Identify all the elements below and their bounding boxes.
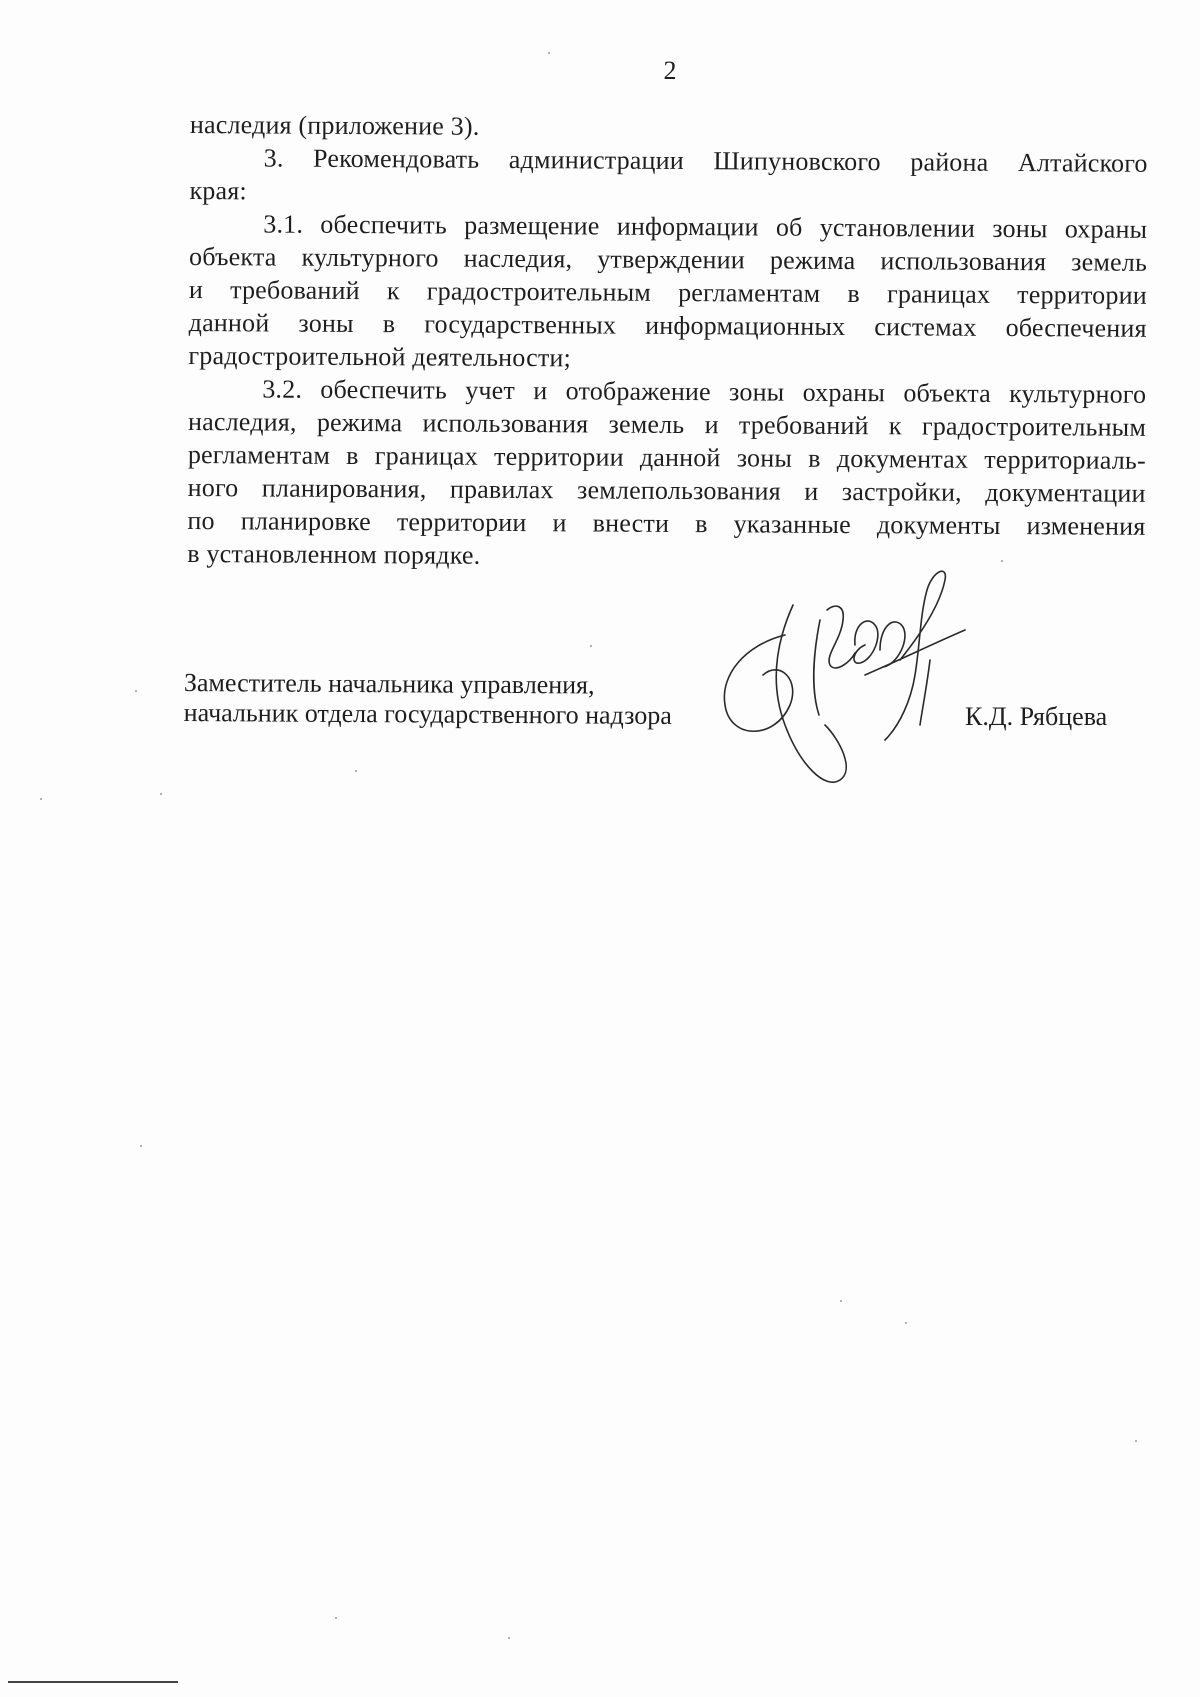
page-number: 2 bbox=[663, 56, 677, 85]
signer-position-line: начальник отдела государственного надзора bbox=[183, 697, 672, 730]
body-line: данной зоны в государственных информационных системах обеспечения bbox=[188, 307, 1147, 343]
signer-position bbox=[184, 668, 672, 731]
scan-speck bbox=[1135, 1440, 1137, 1442]
body-line: 3.1. обеспечить размещение информации об установлении зоны охраны bbox=[263, 209, 1148, 244]
document-body bbox=[187, 108, 1148, 576]
scan-speck bbox=[40, 798, 42, 800]
scan-speck bbox=[905, 1322, 907, 1324]
body-line: объекта культурного наследия, утверждении режима использования земель bbox=[189, 241, 1148, 277]
scan-speck bbox=[1001, 560, 1003, 562]
scan-speck bbox=[355, 770, 357, 772]
body-line: 3.2. обеспечить учет и отображение зоны охраны объекта культурного bbox=[262, 374, 1147, 409]
body-line: по планировке территории и внести в указанные документы изменения bbox=[187, 505, 1146, 541]
scan-speck bbox=[590, 645, 592, 647]
scan-speck bbox=[135, 690, 137, 692]
body-line: в установленном порядке. bbox=[187, 538, 481, 570]
body-line: наследия (приложение 3). bbox=[189, 109, 480, 141]
scan-speck bbox=[548, 52, 550, 54]
signer-name: К.Д. Рябцева bbox=[965, 702, 1108, 731]
handwritten-signature-icon bbox=[715, 565, 985, 815]
body-line: края: bbox=[189, 175, 247, 206]
body-line: 3. Рекомендовать администрации Шипуновского района Алтайского bbox=[263, 143, 1148, 178]
body-line: регламентам в границах территории данной зоны в документах территориаль- bbox=[187, 439, 1146, 475]
body-line: наследия, режима использования земель и требований к градостроительным bbox=[187, 406, 1147, 442]
scan-speck bbox=[140, 1145, 142, 1147]
scan-speck bbox=[508, 1637, 510, 1639]
signer-position-line: Заместитель начальника управления, bbox=[183, 668, 595, 700]
scan-speck bbox=[335, 1617, 337, 1619]
scan-speck bbox=[840, 1300, 842, 1302]
bottom-rule bbox=[8, 1681, 178, 1683]
body-line: ного планирования, правилах землепользования и застройки, документации bbox=[187, 472, 1146, 508]
body-line: и требований к градостроительным регламентам в границах территории bbox=[188, 274, 1147, 310]
body-line: градостроительной деятельности; bbox=[188, 340, 572, 373]
scan-speck bbox=[160, 793, 162, 795]
